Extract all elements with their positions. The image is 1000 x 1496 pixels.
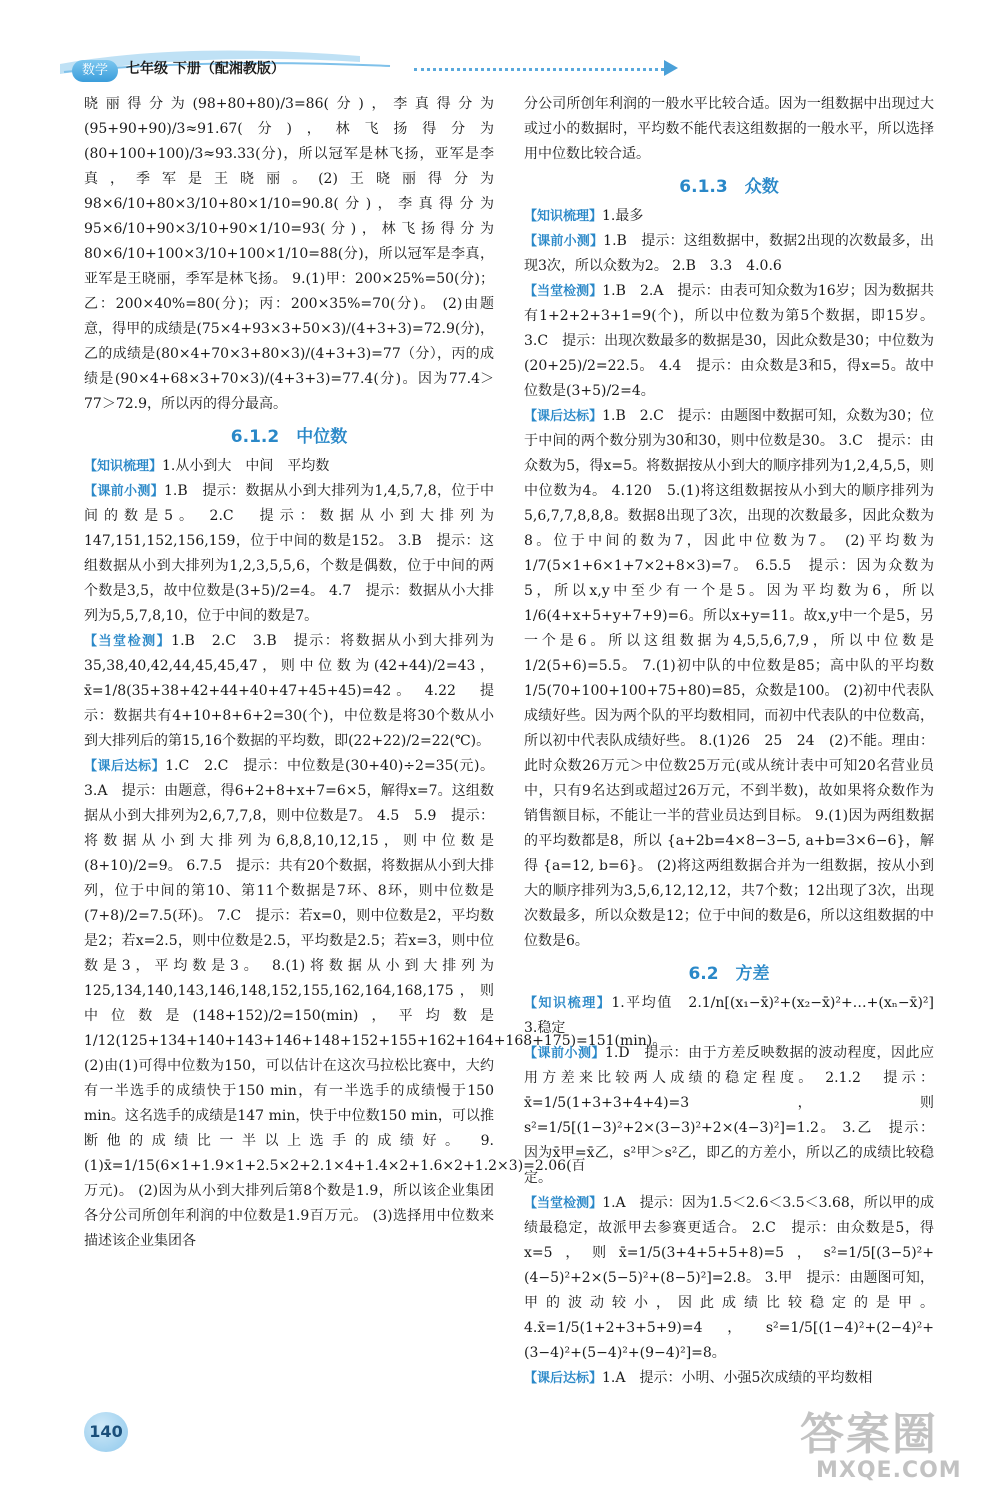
answer-block-knowledge [524, 991, 948, 1041]
block-text: 1.平均值 2.1/n[(x₁−x̄)²+(x₂−x̄)²+…+(xₙ−x̄)²] 3.稳定 [524, 995, 948, 1036]
block-text: 1.A 提示：因为1.5＜2.6＜3.5＜3.68，所以甲的成绩最稳定，故派甲去参赛更适合。 2.C 提示：由众数是5，得x=5，则x̄=1/5(3+4+5+5+8)=5，s²=1/5[(3−5)²+(4−5)²+2×(5−5)²+(8−5)²]=2.8。 3.甲 提示：由题图可知，甲的波动较小，因此成绩比较稳定的是甲。 4.x̄=1/5(1+2+3+5+9)=4，s²=1/5[(1−4)²+(2−4)²+(3−4)²+(5−4)²+(9−4)²]=8。 [524, 1195, 934, 1361]
right-column [524, 92, 948, 1391]
arrow-icon [664, 60, 678, 76]
watermark-logo [790, 1398, 990, 1490]
block-text: 1.B 2.C 3.B 提示：将数据从小到大排列为35,38,40,42,44,45,45,47，则中位数为(42+44)/2=43，x̄=1/8(35+38+42+44+40+47+45+45)=42。 4.22 提示：数据共有4+10+8+6+2=30(个)，中位数是将30个数从小到大排列后的第15,16个数据的平均数，即(22+22)/2=22(℃)。 [84, 633, 495, 749]
block-label: 【当堂检测】 [524, 1196, 603, 1211]
answer-paragraph: 晓丽得分为(98+80+80)/3=86(分)，李真得分为(95+90+90)/3≈91.67(分)，林飞扬得分为(80+100+100)/3≈93.33(分)，所以冠军是林飞扬，亚军是李真，季军是王晓丽。(2)王晓丽得分为98×6/10+80×3/10+80×1/10=90.8(分)，李真得分为95×6/10+90×3/10+90×1/10=93(分)，林飞扬得分为80×6/10+100×3/10+100×1/10=88(分)，所以冠军是李真，亚军是王晓丽，季军是林飞扬。 9.(1)甲：200×25%=50(分)；乙：200×40%=80(分)；丙：200×35%=70(分)。 (2)由题意，得甲的成绩是(75×4+93×3+50×3)/(4+3+3)=72.9(分)，乙的成绩是(80×4+70×3+80×3)/(4+3+3)=77（分），丙的成绩是(90×4+68×3+70×3)/(4+3+3)=77.4(分)。因为77.4＞77＞72.9，所以丙的得分最高。 [84, 96, 494, 412]
block-text: 1.B 提示：数据从小到大排列为1,4,5,7,8，位于中间的数是5。 2.C 提示：数据从小到大排列为147,151,152,156,159，位于中间的数是152。 3.B 提示：这组数据从小到大排列为1,2,3,5,5,6，个数是偶数，位于中间的两个数是3,5，故中位数是(3+5)/2=4。 4.7 提示：数据从小大排列为5,5,7,8,10，位于中间的数是7。 [84, 483, 494, 624]
book-title: 七年级 下册（配湘教版） [126, 61, 285, 77]
block-label: 【课后达标】 [524, 409, 603, 424]
section-title-median: 6.1.2 中位数 [230, 427, 348, 447]
watermark-url: MXQE.COM [816, 1458, 962, 1483]
block-text: 1.B 2.A 提示：由表可知众数为16岁；因为数据共有1+2+2+3+1=9(个)，所以中位数为第5个数据，即15岁。 3.C 提示：出现次数最多的数据是30，因此众数是30；中位数为(20+25)/2=22.5。 4.4 提示：由众数是3和5，得x=5。故中位数是(3+5)/2=4。 [524, 283, 934, 399]
answer-block-homework [524, 1366, 934, 1391]
block-text: 1.B 2.C 提示：由题图中数据可知，众数为30；位于中间的两个数分别为30和30，则中位数是30。 3.C 提示：由众数为5，得x=5。将数据按从小到大的顺序排列为1,2,4,5,5，则中位数为4。 4.120 5.(1)将这组数据按从小到大的顺序排列为5,6,7,7,8,8,8。数据8出现了3次，出现的次数最多，因此众数为8。位于中间的数为7，因此中位数为7。 (2)平均数为1/7(5×1+6×1+7×2+8×3)=7。 6.5.5 提示：因为众数为5，所以x,y中至少有一个是5。因为平均数为6，所以1/6(4+x+5+y+7+9)=6。所以x+y=11。故x,y中一个是5，另一个是6。所以这组数据为4,5,5,6,7,9，所以中位数是1/2(5+6)=5.5。 7.(1)初中队的中位数是85；高中队的平均数1/5(70+100+100+75+80)=85，众数是100。 (2)初中代表队成绩好些。因为两个队的平均数相同，而初中代表队的中位数高，所以初中代表队成绩好些。 8.(1)26 25 24 (2)不能。理由：此时众数26万元＞中位数25万元(或从统计表中可知20名营业员中，只有9名达到或超过26万元，不到半数)，故如果将众数作为销售额目标，不能让一半的营业员达到目标。 9.(1)因为两组数据的平均数都是8，所以 {a+2b=4×8−3−5, a+b=3×6−6}，解得 {a=12, b=6}。 (2)将这两组数据合并为一组数据，按从小到大的顺序排列为3,5,6,12,12,12，共7个数；12出现了3次，出现次数最多，所以众数是12；位于中间的数是6，所以这组数据的中位数是6。 [524, 408, 934, 949]
block-label: 【知识梳理】 [524, 996, 612, 1011]
block-text: 1.A 提示：小明、小强5次成绩的平均数相 [602, 1370, 873, 1386]
answer-block-inclass [524, 279, 934, 404]
answer-block-knowledge [524, 204, 934, 229]
block-label: 【当堂检测】 [84, 634, 172, 649]
answer-block-pretest [524, 1041, 934, 1191]
answer-block-knowledge [84, 454, 494, 479]
page-number: 140 [89, 1422, 123, 1441]
header-dotted-line [414, 68, 664, 71]
block-text: 1.C 2.C 提示：中位数是(30+40)÷2=35(元)。 3.A 提示：由题意，得6+2+8+x+7=6×5，解得x=7。这组数据从小到大排列为2,6,7,7,8，则中位数是7。 4.5 5.9 提示：将数据从小到大排列为6,8,8,10,12,15，则中位数是(8+10)/2=9。 6.7.5 提示：共有20个数据，将数据从小到大排列，位于中间的第10、第11个数据是7环、8环，则中位数是(7+8)/2=7.5(环)。 7.C 提示：若x=0，则中位数是2，平均数是2；若x=2.5，则中位数是2.5，平均数是2.5；若x=3，则中位数是3，平均数是3。 8.(1)将数据从小到大排列为125,134,140,143,146,148,152,155,162,164,168,175，则中位数是(148+152)/2=150(min)，平均数是1/12(125+134+140+143+146+148+152+155+162+164+168+175)=151(min)。 (2)由(1)可得中位数为150，可以估计在这次马拉松比赛中，大约有一半选手的成绩快于150 min，有一半选手的成绩慢于150 min。这名选手的成绩是147 min，快于中位数150 min，可以推断他的成绩比一半以上选手的成绩好。 9.(1)x̄=1/15(6×1+1.9×1+2.5×2+2.1×4+1.4×2+1.6×2+1.2×3)=2.06(百万元)。 (2)因为从小到大排列后第8个数是1.9，所以该企业集团各分公司所创年利润的中位数是1.9百万元。 (3)选择用中位数来描述该企业集团各 [84, 758, 667, 1249]
block-text: 1.从小到大 中间 平均数 [162, 458, 330, 474]
watermark-text: 答案圈 [800, 1409, 938, 1460]
block-label: 【知识梳理】 [524, 209, 603, 224]
block-label: 【课后达标】 [524, 1371, 603, 1386]
answer-paragraph: 分公司所创年利润的一般水平比较合适。因为一组数据中出现过大或过小的数据时，平均数不能代表这组数据的一般水平，所以选择用中位数比较合适。 [524, 96, 934, 162]
page-number-badge [84, 1412, 130, 1452]
block-label: 【课前小测】 [524, 234, 604, 249]
page-header [60, 46, 700, 86]
section-title-mode: 6.1.3 众数 [679, 177, 779, 197]
block-text: 1.B 提示：这组数据中，数据2出现的次数最多，出现3次，所以众数为2。 2.B 3.3 4.0.6 [524, 233, 934, 274]
section-title-variance: 6.2 方差 [688, 964, 770, 984]
block-label: 【当堂检测】 [524, 284, 603, 299]
answer-block-inclass [84, 629, 494, 754]
block-label: 【课后达标】 [84, 759, 166, 774]
block-text: 1.D 提示：由于方差反映数据的波动程度，因此应用方差来比较两人成绩的稳定程度。 2.1.2 提示：x̄=1/5(1+3+3+4+4)=3，则s²=1/5[(1−3)²+2×(3−3)²+2×(4−3)²]=1.2。 3.乙 提示：因为x̄甲=x̄乙，s²甲＞s²乙，即乙的方差小，所以乙的成绩比较稳定。 [524, 1045, 934, 1186]
block-text: 1.最多 [602, 208, 644, 224]
answer-block-inclass [524, 1191, 934, 1366]
block-label: 【课前小测】 [84, 484, 165, 499]
block-label: 【知识梳理】 [84, 459, 163, 474]
answer-block-pretest [84, 479, 494, 629]
answer-block-pretest [524, 229, 934, 279]
subject-badge: 数学 [72, 60, 118, 82]
block-label: 【课前小测】 [524, 1046, 605, 1061]
answer-block-homework [524, 404, 934, 954]
